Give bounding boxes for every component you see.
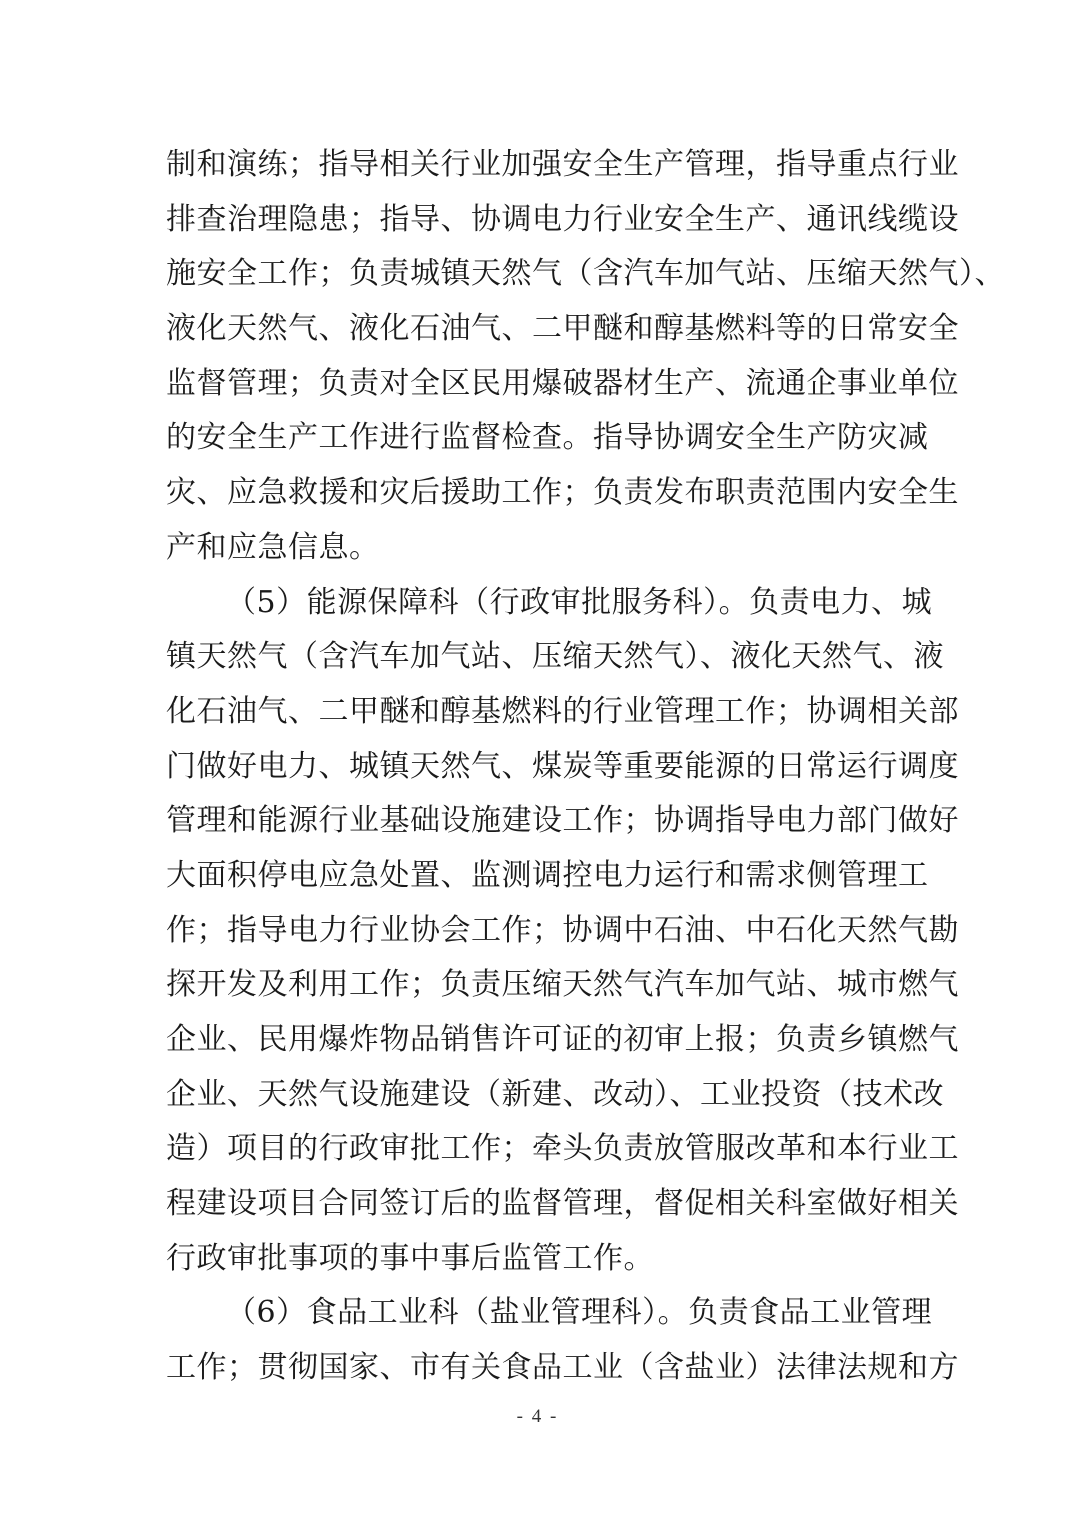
text-line: 产和应急信息。 bbox=[166, 529, 380, 565]
text-line: 施安全工作；负责城镇天然气（含汽车加气站、压缩天然气）、 bbox=[166, 256, 1005, 292]
text-line: 大面积停电应急处置、监测调控电力运行和需求侧管理工 bbox=[166, 857, 929, 893]
paragraph-heading-5: （5）能源保障科（行政审批服务科）。负责电力、城 bbox=[226, 584, 933, 620]
text-line: 探开发及利用工作；负责压缩天然气汽车加气站、城市燃气 bbox=[166, 967, 959, 1003]
text-line: 程建设项目合同签订后的监督管理，督促相关科室做好相关 bbox=[166, 1186, 959, 1222]
text-line: 门做好电力、城镇天然气、煤炭等重要能源的日常运行调度 bbox=[166, 748, 959, 784]
text-line: 监督管理；负责对全区民用爆破器材生产、流通企事业单位 bbox=[166, 365, 959, 401]
text-line: 工作；贯彻国家、市有关食品工业（含盐业）法律法规和方 bbox=[166, 1350, 959, 1386]
text-line: 企业、民用爆炸物品销售许可证的初审上报；负责乡镇燃气 bbox=[166, 1022, 959, 1057]
text-line: 制和演练；指导相关行业加强安全生产管理，指导重点行业 bbox=[166, 147, 959, 182]
text-line: 灾、应急救援和灾后援助工作；负责发布职责范围内安全生 bbox=[166, 475, 959, 511]
text-line: 的安全生产工作进行监督检查。指导协调安全生产防灾减 bbox=[166, 420, 929, 456]
text-line: 造）项目的行政审批工作；牵头负责放管服改革和本行业工 bbox=[166, 1131, 959, 1167]
text-line: 行政审批事项的事中事后监管工作。 bbox=[166, 1240, 654, 1276]
page-number: - 4 - bbox=[516, 1406, 559, 1427]
text-line: 作；指导电力行业协会工作；协调中石油、中石化天然气勘 bbox=[166, 912, 959, 948]
text-line: 企业、天然气设施建设（新建、改动）、工业投资（技术改 bbox=[166, 1076, 944, 1112]
paragraph-heading-6: （6）食品工业科（盐业管理科）。负责食品工业管理 bbox=[226, 1295, 933, 1331]
text-line: 管理和能源行业基础设施建设工作；协调指导电力部门做好 bbox=[166, 803, 959, 839]
text-line: 镇天然气（含汽车加气站、压缩天然气）、液化天然气、液 bbox=[166, 639, 944, 675]
text-line: 液化天然气、液化石油气、二甲醚和醇基燃料等的日常安全 bbox=[166, 311, 959, 347]
text-line: 排查治理隐患；指导、协调电力行业安全生产、通讯线缆设 bbox=[166, 201, 959, 237]
body-text bbox=[166, 138, 1005, 1396]
text-line: 化石油气、二甲醚和醇基燃料的行业管理工作；协调相关部 bbox=[166, 693, 959, 729]
